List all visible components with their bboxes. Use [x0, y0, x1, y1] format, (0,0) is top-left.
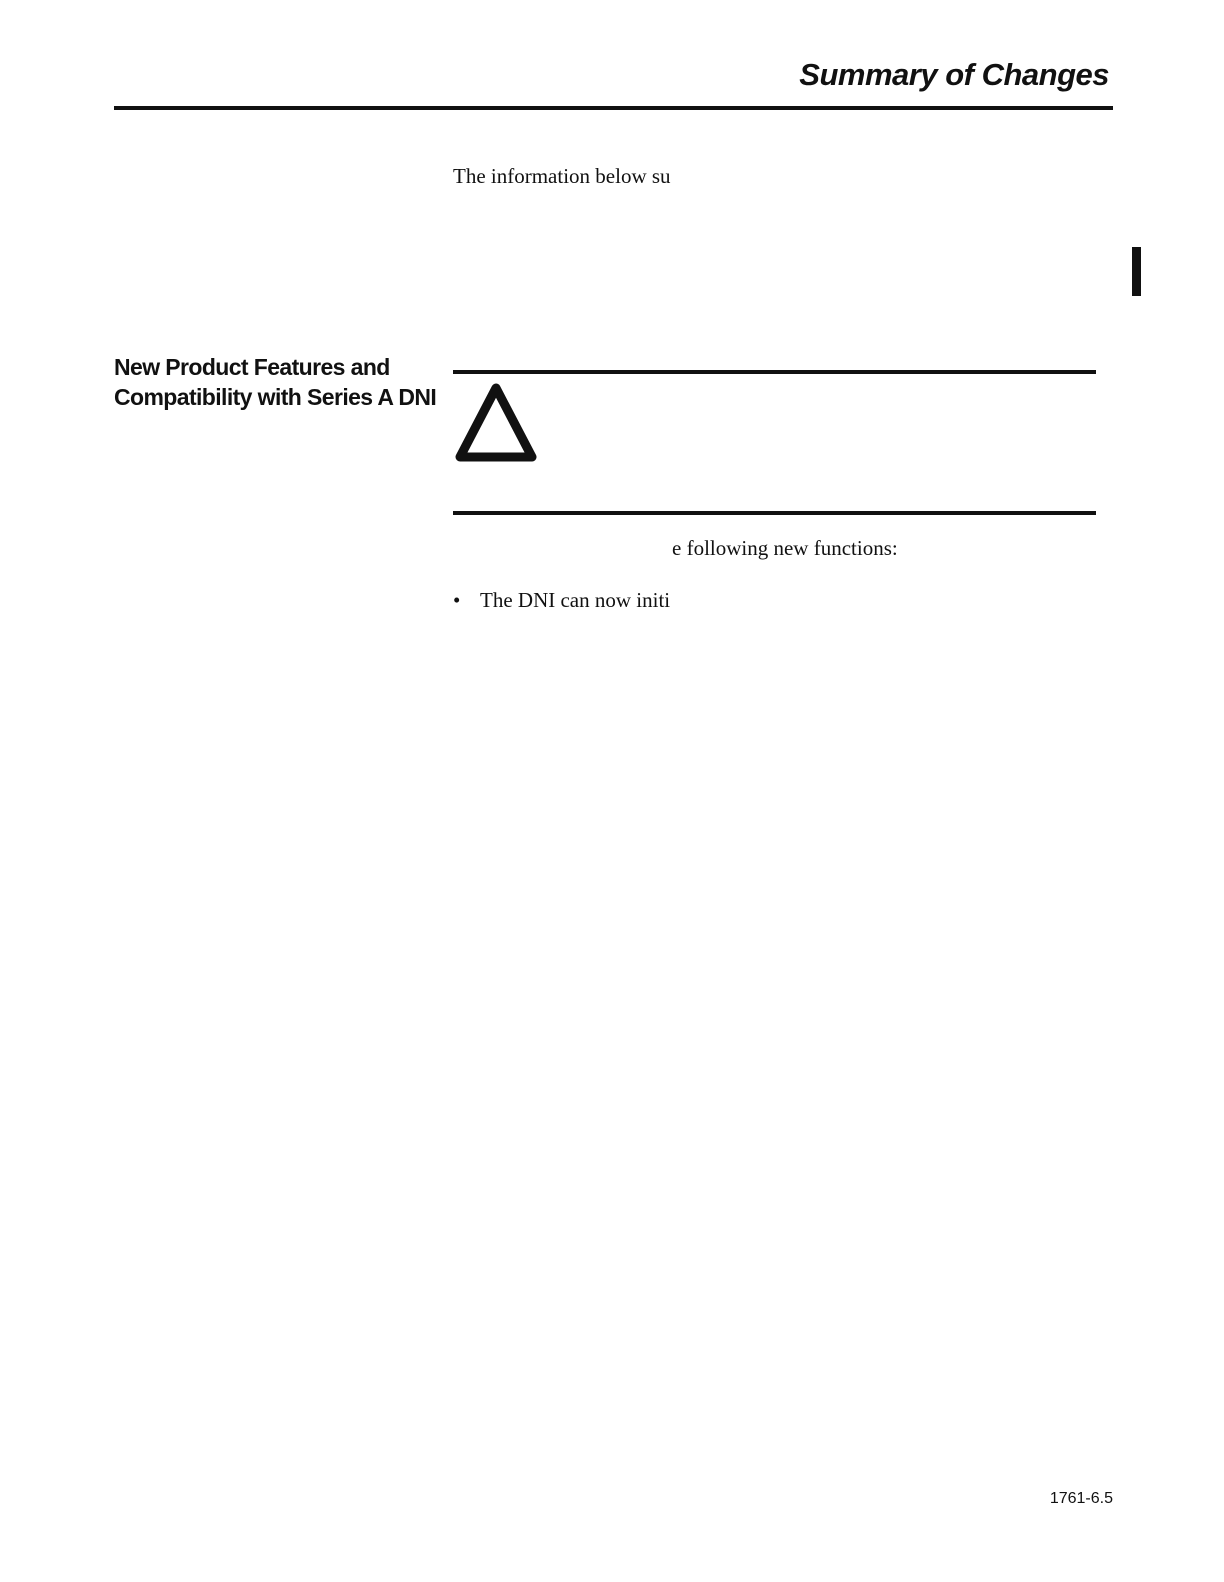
attention-bottom-rule — [453, 511, 1096, 515]
attention-top-rule — [453, 370, 1096, 374]
change-bar — [1132, 247, 1141, 296]
intro-text: The information below su — [453, 164, 671, 188]
section-heading-line-1: New Product Features and — [114, 354, 390, 380]
new-functions-text: e following new functions: — [672, 536, 898, 560]
list-item — [453, 588, 670, 613]
header-rule — [114, 106, 1113, 110]
bullet-icon: • — [453, 588, 461, 612]
section-heading-line-2: Compatibility with Series A DNI — [114, 384, 437, 410]
section-heading — [114, 352, 444, 412]
page-title: Summary of Changes — [799, 57, 1109, 92]
publication-number: 1761-6.5 — [1049, 1490, 1113, 1507]
warning-triangle-icon — [452, 380, 540, 468]
list-item-text: The DNI can now initi — [480, 588, 671, 612]
